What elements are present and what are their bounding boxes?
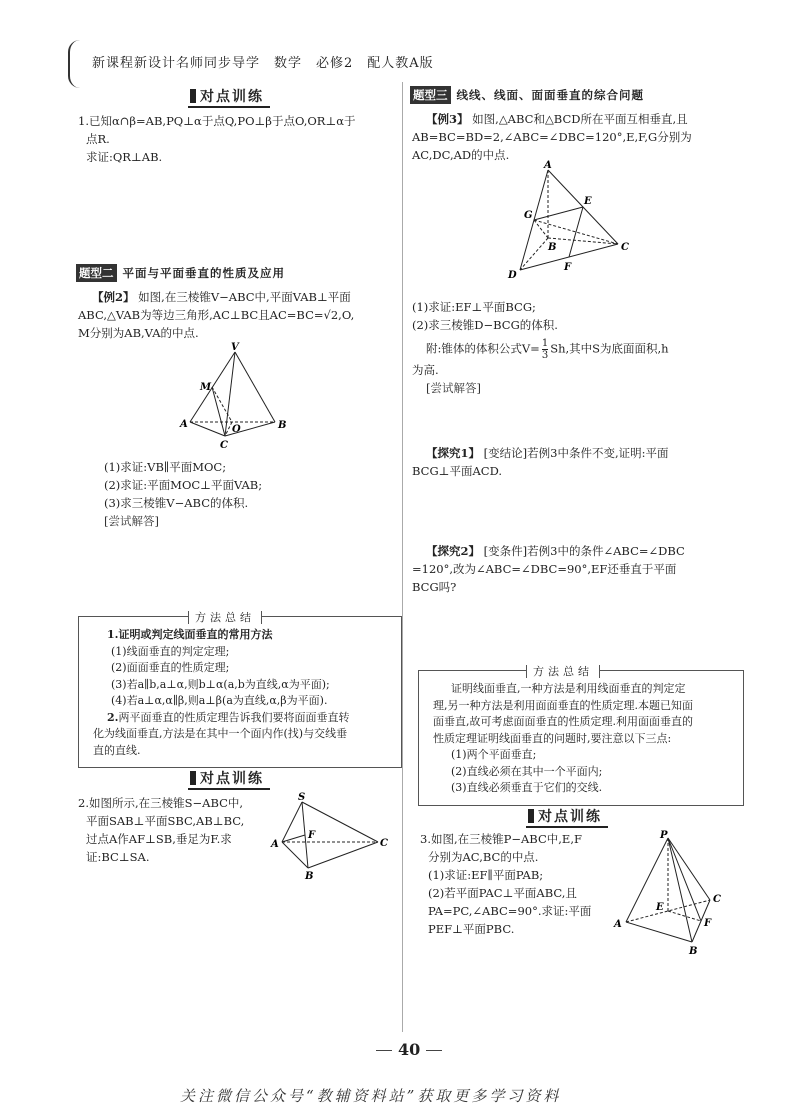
example-2-questions: (1)求证:VB∥平面MOC; (2)求证:平面MOC⊥平面VAB; (3)求三棱锥V−ABC的体积. [尝试解答] xyxy=(104,458,404,530)
svg-text:B: B xyxy=(689,946,698,957)
type3-heading: 题型三 线线、线面、面面垂直的综合问题 xyxy=(410,86,644,104)
svg-text:E: E xyxy=(584,196,592,207)
footer-watermark: 关注微信公众号“教辅资料站”获取更多学习资料 xyxy=(180,1087,562,1105)
svg-text:C: C xyxy=(220,440,228,451)
svg-text:F: F xyxy=(704,918,712,929)
exercise-2: 2.如图所示,在三棱锥S−ABC中, 平面SAB⊥平面SBC,AB⊥BC, 过点A作AF⊥SB,垂足为F.求 证:BC⊥SA. xyxy=(78,796,245,864)
exercise-1: 1.已知α∩β=AB,PQ⊥α于点Q,PO⊥β于点O,OR⊥α于 点R. 求证:QR⊥AB. xyxy=(78,114,356,164)
svg-text:F: F xyxy=(308,830,316,841)
svg-text:V: V xyxy=(231,342,239,353)
svg-text:D: D xyxy=(508,270,517,281)
svg-text:C: C xyxy=(621,242,629,253)
svg-text:A: A xyxy=(544,160,552,171)
explore-2: 【探究2】 [变条件]若例3中的条件∠ABC=∠DBC =120°,改为∠ABC=∠DBC=90°,EF还垂直于平面 BCG吗? xyxy=(412,544,685,594)
svg-text:F: F xyxy=(564,262,572,273)
try-answer-label: [尝试解答] xyxy=(104,514,159,528)
svg-text:C: C xyxy=(380,838,388,849)
svg-text:S: S xyxy=(298,792,306,803)
exercise-3: 3.如图,在三棱锥P−ABC中,E,F 分别为AC,BC的中点. (1)求证:EF∥平面PAB; (2)若平面PAC⊥平面ABC,且 PA=PC,∠ABC=90°.求证:平面 PEF⊥平面PBC. xyxy=(420,832,592,936)
method-summary-right: 证明线面垂直,一种方法是利用线面垂直的判定定 理,另一种方法是利用面面垂直的性质定理.本题已知面 面垂直,故可考虑面面垂直的性质定理.利用面面垂直的 性质定理证明线面垂直的问题时,要注意以下三点: (1)两个平面垂直; (2)直线必须在其中一个平面内; (3)直线必须垂直于它们的交线. xyxy=(418,670,744,806)
drill-heading-2: 对点训练 xyxy=(188,768,270,788)
type2-heading: 题型二 平面与平面垂直的性质及应用 xyxy=(76,264,285,282)
svg-text:B: B xyxy=(305,871,314,882)
svg-text:A: A xyxy=(180,419,188,430)
method-label-left: 方法总结 xyxy=(188,609,262,625)
example-2: 【例2】 如图,在三棱锥V−ABC中,平面VAB⊥平面 ABC,△VAB为等边三角形,AC⊥BC且AC=BC=√2,O, M分别为AB,VA的中点. xyxy=(78,290,355,340)
svg-text:A: A xyxy=(614,919,622,930)
header-bracket xyxy=(68,40,82,88)
example-3-questions: (1)求证:EF⊥平面BCG; (2)求三棱锥D−BCG的体积. 附:锥体的体积公式V= $\frac{1}{3}$ Sh,其中S为底面面积,h 为高. [尝试解答] xyxy=(412,298,762,397)
svg-text:P: P xyxy=(660,830,668,841)
drill-heading-3: 对点训练 xyxy=(526,806,608,826)
explore-1: 【探究1】 [变结论]若例3中条件不变,证明:平面 BCG⊥平面ACD. xyxy=(412,446,669,478)
figure-tetrahedron-pabc xyxy=(612,830,732,960)
try-answer-label-right: [尝试解答] xyxy=(426,381,481,395)
svg-text:B: B xyxy=(278,420,287,431)
svg-text:O: O xyxy=(232,424,241,435)
figure-tetrahedron-abcd xyxy=(500,160,640,280)
page-number: 40 xyxy=(370,1040,448,1059)
svg-text:C: C xyxy=(713,894,721,905)
drill-heading-1: 对点训练 xyxy=(188,86,270,106)
figure-tetrahedron-vabc xyxy=(170,340,290,451)
svg-text:M: M xyxy=(200,382,212,393)
page-header: 新课程新设计名师同步导学 数学 必修2 配人教A版 xyxy=(92,56,434,71)
column-divider xyxy=(402,82,403,1032)
example-3: 【例3】 如图,△ABC和△BCD所在平面互相垂直,且 AB=BC=BD=2,∠ABC=∠DBC=120°,E,F,G分别为 AC,DC,AD的中点. xyxy=(412,112,692,162)
svg-text:E: E xyxy=(656,902,664,913)
method-label-right: 方法总结 xyxy=(526,663,600,679)
svg-text:B: B xyxy=(548,242,557,253)
svg-text:G: G xyxy=(524,210,533,221)
figure-tetrahedron-sabc xyxy=(268,790,398,880)
method-summary-left: 1.证明或判定线面垂直的常用方法 (1)线面垂直的判定定理; (2)面面垂直的性质定理; (3)若a∥b,a⊥α,则b⊥α(a,b为直线,α为平面); (4)若a⊥α,α∥β,则a⊥β(a为直线,α,β为平面). 2.两平面垂直的性质定理告诉我们要将面面垂直转 化为线面垂直,方法是在其中一个面内作(找)与交线垂 直的直线. xyxy=(78,616,402,768)
svg-text:A: A xyxy=(271,839,279,850)
